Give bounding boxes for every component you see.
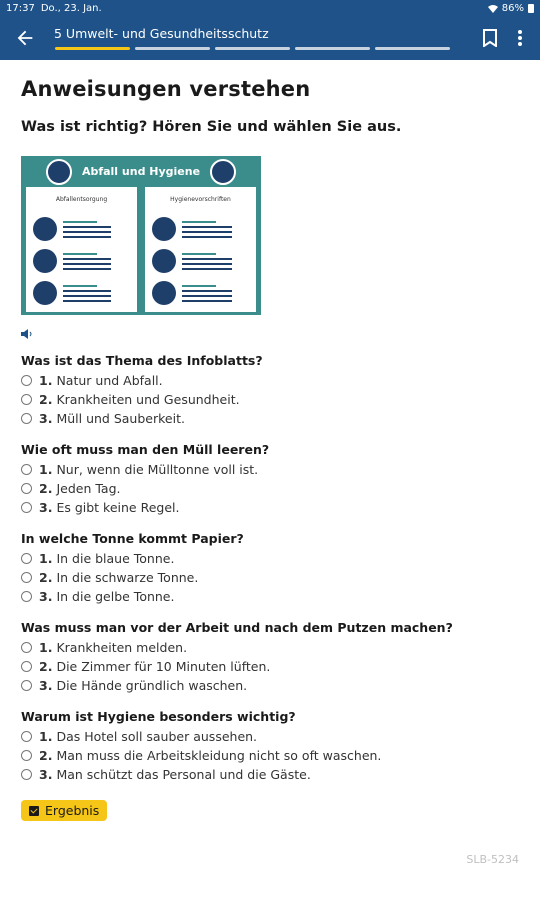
option-number: 3. [39,678,53,693]
infographic-row [152,249,232,273]
option-text: Es gibt keine Regel. [56,500,180,515]
status-time: 17:37 [6,3,35,14]
option-text: Krankheiten und Gesundheit. [56,392,240,407]
radio-button[interactable] [21,553,32,564]
checkbox-icon [29,806,39,816]
panel-title: Hygienevorschriften [170,196,231,203]
question-block [21,620,522,695]
radio-button[interactable] [21,591,32,602]
radio-button[interactable] [21,375,32,386]
status-bar [0,0,540,17]
option-text: Nur, wenn die Mülltonne voll ist. [56,462,259,477]
radio-button[interactable] [21,769,32,780]
answer-option[interactable] [21,727,522,746]
option-text: In die blaue Tonne. [56,551,175,566]
option-number: 3. [39,500,53,515]
question-list [21,353,522,784]
bin-icon [33,249,57,273]
option-number: 1. [39,729,53,744]
exercise-code: SLB-5234 [466,853,519,866]
answer-option[interactable] [21,568,522,587]
answer-option[interactable] [21,460,522,479]
progress-segment [215,47,290,50]
option-text: Krankheiten melden. [56,640,188,655]
infographic-row [33,249,111,273]
question-block [21,531,522,606]
answer-option[interactable] [21,765,522,784]
main-content [21,60,522,821]
progress-segment [135,47,210,50]
recycle-icon [46,159,72,185]
progress-segment [295,47,370,50]
infographic-row [33,281,111,305]
app-bar [0,17,540,60]
infographic-row [152,217,232,241]
option-number: 3. [39,767,53,782]
question-text: Wie oft muss man den Müll leeren? [21,442,270,457]
audio-play-icon[interactable] [21,329,33,339]
option-text: Die Zimmer für 10 Minuten lüften. [56,659,271,674]
option-text: Müll und Sauberkeit. [56,411,185,426]
answer-option[interactable] [21,657,522,676]
handwash-icon [210,159,236,185]
answer-option[interactable] [21,409,522,428]
status-date: Do., 23. Jan. [40,3,102,14]
option-text: Die Hände gründlich waschen. [56,678,248,693]
option-number: 3. [39,411,53,426]
option-number: 2. [39,481,53,496]
bin-icon [33,217,57,241]
radio-button[interactable] [21,572,32,583]
option-text: Jeden Tag. [56,481,121,496]
answer-option[interactable] [21,371,522,390]
battery-percent: 86% [501,3,524,14]
radio-button[interactable] [21,661,32,672]
infographic-row [33,217,111,241]
back-arrow-icon[interactable] [14,27,36,49]
option-number: 2. [39,748,53,763]
option-number: 2. [39,570,53,585]
answer-option[interactable] [21,390,522,409]
answer-option[interactable] [21,746,522,765]
infographic-image [21,156,261,315]
answer-option[interactable] [21,638,522,657]
wifi-icon [488,5,498,13]
radio-button[interactable] [21,750,32,761]
option-number: 1. [39,462,53,477]
option-number: 2. [39,659,53,674]
option-number: 1. [39,551,53,566]
question-text: In welche Tonne kommt Papier? [21,531,244,546]
radio-button[interactable] [21,394,32,405]
radio-button[interactable] [21,483,32,494]
result-button-label: Ergebnis [45,803,100,818]
result-button[interactable] [21,800,107,821]
question-block [21,442,522,517]
question-block [21,709,522,784]
option-number: 2. [39,392,53,407]
radio-button[interactable] [21,731,32,742]
infographic-header [21,156,261,187]
infographic-panel-right [145,187,256,312]
question-text: Was ist das Thema des Infoblatts? [21,353,263,368]
radio-button[interactable] [21,642,32,653]
option-number: 3. [39,589,53,604]
radio-button[interactable] [21,413,32,424]
lesson-progress [55,47,450,50]
hygiene-icon [152,281,176,305]
hygiene-icon [152,217,176,241]
option-text: In die gelbe Tonne. [56,589,175,604]
page-title: Anweisungen verstehen [21,77,311,101]
answer-option[interactable] [21,479,522,498]
battery-icon [528,4,534,13]
infographic-row [152,281,232,305]
more-vert-icon[interactable] [512,28,528,48]
option-number: 1. [39,640,53,655]
radio-button[interactable] [21,464,32,475]
bookmark-icon[interactable] [482,29,498,47]
answer-option[interactable] [21,587,522,606]
bin-icon [33,281,57,305]
answer-option[interactable] [21,498,522,517]
progress-segment [55,47,130,50]
infographic-title: Abfall und Hygiene [81,165,201,178]
answer-option[interactable] [21,676,522,695]
radio-button[interactable] [21,680,32,691]
panel-title: Abfallentsorgung [55,196,108,203]
app-bar-title: 5 Umwelt- und Gesundheitsschutz [54,26,269,41]
question-text: Was muss man vor der Arbeit und nach dem Putzen machen? [21,620,453,635]
answer-option[interactable] [21,549,522,568]
option-text: Man muss die Arbeitskleidung nicht so oft waschen. [56,748,382,763]
progress-segment [375,47,450,50]
question-block [21,353,522,428]
task-instruction: Was ist richtig? Hören Sie und wählen Sie aus. [21,119,402,135]
question-text: Warum ist Hygiene besonders wichtig? [21,709,296,724]
infographic-panel-left [26,187,137,312]
option-text: Natur und Abfall. [56,373,163,388]
hygiene-icon [152,249,176,273]
option-text: In die schwarze Tonne. [56,570,199,585]
option-text: Das Hotel soll sauber aussehen. [56,729,258,744]
option-text: Man schützt das Personal und die Gäste. [56,767,311,782]
radio-button[interactable] [21,502,32,513]
option-number: 1. [39,373,53,388]
